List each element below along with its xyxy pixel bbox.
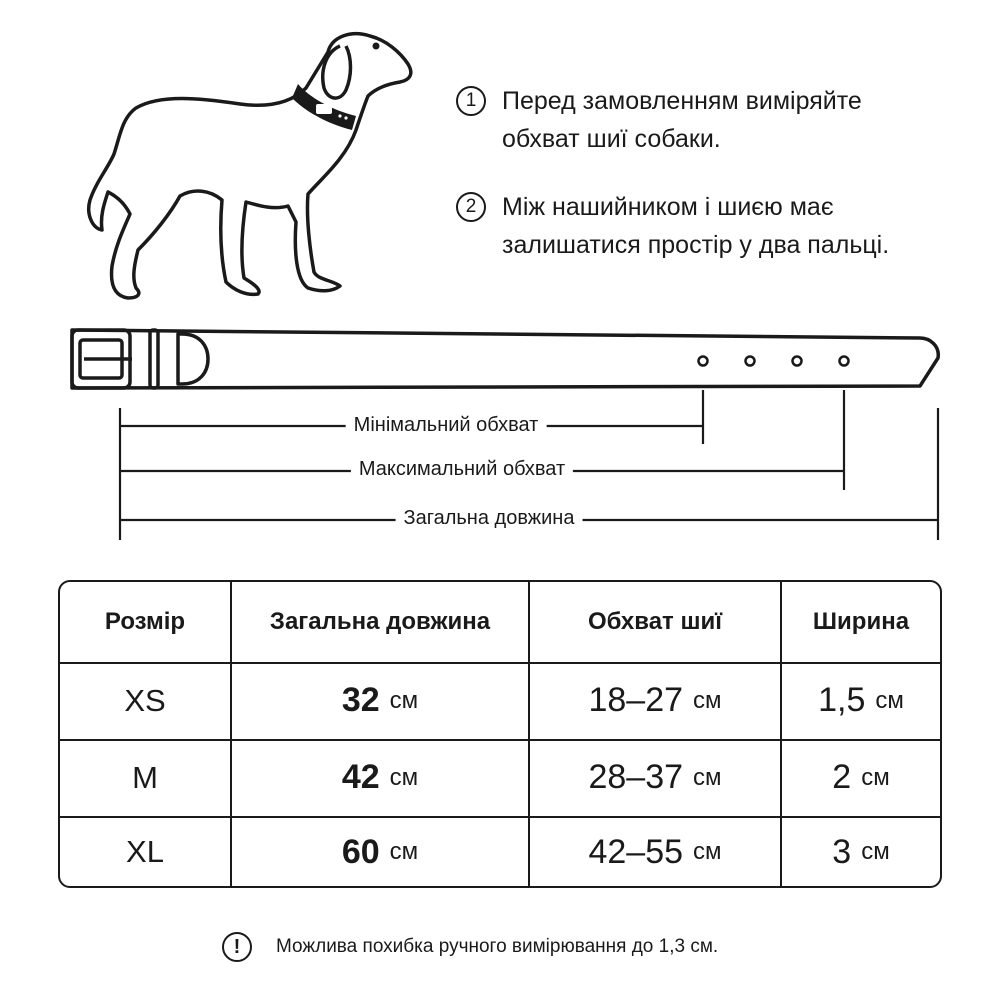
width-value: 3 [832,832,852,871]
instruction-1-text: Перед замовленням виміряйте обхват шиї собаки. [502,87,862,153]
instruction-2-text: Між нашийником і шиєю має залишатися простір у два пальці. [502,193,890,259]
step-number-1: 1 [456,86,486,116]
table-row [60,816,940,888]
girth-cell [528,816,780,888]
size-cell: XS [124,682,166,718]
collar-strap [72,330,938,388]
girth-value: 18–27 [588,681,684,719]
girth-value: 28–37 [588,758,684,796]
d-ring [178,334,208,384]
width-cell [780,739,940,816]
width-cell [780,662,940,739]
size-cell: XL [126,834,164,869]
exclamation-icon: ! [222,932,252,962]
min-girth-label: Мінімальний обхват [346,414,547,437]
girth-unit: см [693,686,722,714]
width-value: 2 [832,758,852,796]
width-cell [780,816,940,888]
length-value: 60 [341,832,380,871]
header-size: Розмір [104,608,186,635]
width-unit: см [861,838,890,865]
collar-holes [699,357,849,366]
girth-value: 42–55 [588,832,684,871]
dog-illustration [70,18,420,303]
girth-unit: см [693,838,722,865]
header-width: Ширина [780,582,940,662]
width-unit: см [875,686,904,714]
note-text: Можлива похибка ручного вимірювання до 1,3 см. [276,936,719,957]
girth-cell [528,662,780,739]
size-cell: M [132,759,158,795]
header-length: Загальна довжина [230,582,528,662]
length-value: 42 [341,758,380,796]
total-length-label: Загальна довжина [396,507,583,530]
max-girth-label: Максимальний обхват [351,458,573,481]
length-cell [230,662,528,739]
width-unit: см [861,763,890,791]
step-number-2: 2 [456,192,486,222]
table-row [60,662,940,741]
header-girth: Обхват шиї [528,582,780,662]
width-value: 1,5 [818,681,866,719]
girth-cell [528,739,780,816]
length-unit: см [389,838,419,865]
size-table [58,580,942,888]
length-cell [230,816,528,888]
girth-unit: см [693,763,722,791]
table-row [60,739,940,818]
measurement-note [222,930,718,964]
length-value: 32 [341,681,380,719]
length-unit: см [389,686,419,714]
length-cell [230,739,528,816]
keeper-loop [150,330,158,388]
length-unit: см [389,763,419,791]
table-header [60,582,940,664]
